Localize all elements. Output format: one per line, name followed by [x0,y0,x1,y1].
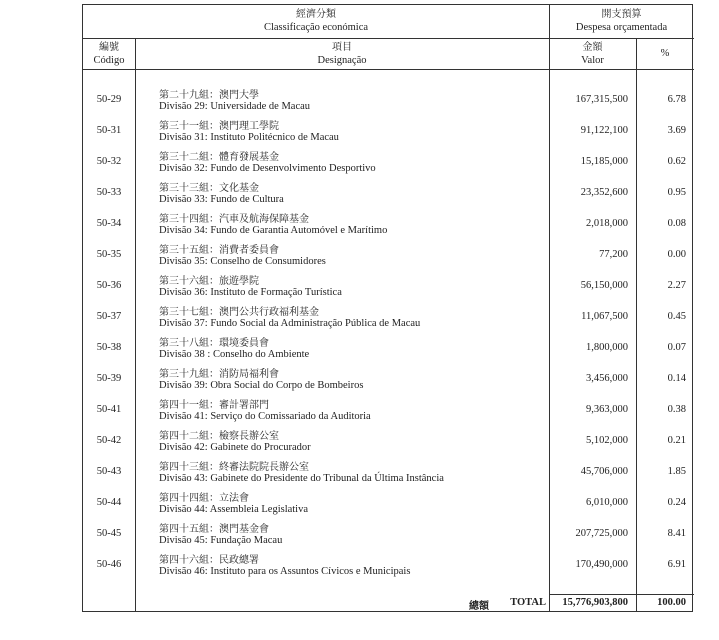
row-designation-pt: Divisão 38 : Conselho do Ambiente [159,349,310,360]
total-row [83,595,694,613]
table-row [83,147,694,178]
row-designation-pt: Divisão 45: Fundação Macau [159,535,283,546]
row-value: 9,363,000 [586,404,628,415]
table-row [83,457,694,488]
row-designation-cn: 第三十五組：消費者委員會 [159,245,279,256]
row-designation-cn: 第三十四組：汽車及航海保障基金 [159,214,309,225]
item-header [135,41,549,67]
value-header-cn: 金額 [582,42,603,53]
table-row [83,271,694,302]
expense-header [549,8,694,34]
row-percent: 0.45 [667,311,686,322]
expense-header-cn: 開支預算 [601,9,642,20]
row-designation-cn: 第三十八組：環境委員會 [159,338,269,349]
row-code: 50-29 [96,94,122,105]
row-code: 50-41 [96,404,122,415]
row-value: 23,352,600 [580,187,628,198]
row-code: 50-32 [96,156,122,167]
table-row [83,550,694,581]
table-row [83,488,694,519]
row-designation-pt: Divisão 46: Instituto para os Assuntos Cívicos e Municipais [159,566,411,577]
row-percent: 0.07 [667,342,686,353]
row-designation-pt: Divisão 44: Assembleia Legislativa [159,504,309,515]
item-header-pt: Designação [317,55,367,66]
row-designation-pt: Divisão 32: Fundo de Desenvolvimento Desportivo [159,163,376,174]
total-label-cn: 總額 [469,601,489,612]
classification-header-pt: Classificação económica [263,22,369,33]
header-bottom-line [83,69,694,70]
row-designation-pt: Divisão 41: Serviço do Comissariado da Auditoria [159,411,371,422]
percent-header: % [660,48,670,59]
row-designation-cn: 第二十九組：澳門大學 [159,90,259,101]
row-designation-pt: Divisão 31: Instituto Politécnico de Macau [159,132,339,143]
row-designation-cn: 第三十三組：文化基金 [159,183,259,194]
expense-header-pt: Despesa orçamentada [575,22,668,33]
row-value: 2,018,000 [586,218,628,229]
table-row [83,395,694,426]
row-percent: 1.85 [667,466,686,477]
row-percent: 0.08 [667,218,686,229]
row-percent: 0.21 [667,435,686,446]
row-code: 50-42 [96,435,122,446]
row-code: 50-43 [96,466,122,477]
value-header-pt: Valor [581,55,604,66]
row-code: 50-38 [96,342,122,353]
row-designation-pt: Divisão 39: Obra Social do Corpo de Bombeiros [159,380,364,391]
row-code: 50-33 [96,187,122,198]
row-percent: 3.69 [667,125,686,136]
row-designation-cn: 第三十九組：消防局福利會 [159,369,279,380]
row-percent: 2.27 [667,280,686,291]
row-value: 167,315,500 [575,94,628,105]
row-designation-pt: Divisão 33: Fundo de Cultura [159,194,284,205]
row-designation-pt: Divisão 42: Gabinete do Procurador [159,442,311,453]
row-code: 50-36 [96,280,122,291]
row-designation-pt: Divisão 36: Instituto de Formação Turística [159,287,342,298]
table-row [83,116,694,147]
row-value: 5,102,000 [586,435,628,446]
table-row [83,333,694,364]
row-value: 56,150,000 [580,280,628,291]
row-percent: 6.78 [667,94,686,105]
row-code: 50-37 [96,311,122,322]
row-designation-pt: Divisão 43: Gabinete do Presidente do Tribunal da Última Instância [159,473,444,484]
table-row [83,426,694,457]
code-header [83,41,135,67]
row-designation-cn: 第三十二組：體育發展基金 [159,152,279,163]
table-row [83,364,694,395]
row-designation-cn: 第四十二組：檢察長辦公室 [159,431,279,442]
row-percent: 0.24 [667,497,686,508]
row-code: 50-35 [96,249,122,260]
row-designation-pt: Divisão 34: Fundo de Garantia Automóvel e Marítimo [159,225,388,236]
row-value: 3,456,000 [586,373,628,384]
row-designation-cn: 第四十四組：立法會 [159,493,249,504]
row-percent: 6.91 [667,559,686,570]
row-value: 207,725,000 [575,528,628,539]
row-percent: 8.41 [667,528,686,539]
row-value: 77,200 [599,249,628,260]
row-designation-cn: 第四十三組：終審法院院長辦公室 [159,462,309,473]
row-percent: 0.00 [667,249,686,260]
row-percent: 0.38 [667,404,686,415]
row-value: 15,185,000 [580,156,628,167]
code-header-pt: Código [93,55,125,66]
row-code: 50-45 [96,528,122,539]
row-value: 11,067,500 [581,311,628,322]
classification-header [83,8,549,34]
code-header-cn: 編號 [99,42,119,53]
total-label-pt: TOTAL [510,597,546,608]
row-designation-cn: 第四十六組：民政總署 [159,555,259,566]
row-designation-cn: 第四十一組：審計署部門 [159,400,269,411]
row-designation-cn: 第四十五組：澳門基金會 [159,524,269,535]
row-code: 50-31 [96,125,122,136]
row-code: 50-46 [96,559,122,570]
row-designation-cn: 第三十六組：旅遊學院 [159,276,259,287]
total-value: 15,776,903,800 [562,597,628,608]
classification-header-cn: 經濟分類 [296,9,336,20]
table-row [83,209,694,240]
row-code: 50-34 [96,218,122,229]
budget-table [82,4,693,612]
row-designation-cn: 第三十七組：澳門公共行政福利基金 [159,307,319,318]
row-value: 91,122,100 [580,125,628,136]
table-row [83,178,694,209]
table-row [83,240,694,271]
total-percent: 100.00 [657,597,686,608]
item-header-cn: 項目 [332,42,352,53]
row-designation-pt: Divisão 29: Universidade de Macau [159,101,311,112]
row-percent: 0.62 [667,156,686,167]
table-row [83,85,694,116]
row-code: 50-39 [96,373,122,384]
row-percent: 0.14 [667,373,686,384]
row-value: 1,800,000 [586,342,628,353]
table-row [83,519,694,550]
row-value: 45,706,000 [580,466,628,477]
row-designation-pt: Divisão 35: Conselho de Consumidores [159,256,326,267]
row-code: 50-44 [96,497,122,508]
row-value: 6,010,000 [586,497,628,508]
row-percent: 0.95 [667,187,686,198]
value-header [549,41,636,67]
row-designation-cn: 第三十一組：澳門理工學院 [159,121,279,132]
row-designation-pt: Divisão 37: Fundo Social da Administração Pública de Macau [159,318,421,329]
row-value: 170,490,000 [575,559,628,570]
header-divider [83,38,694,39]
table-row [83,302,694,333]
